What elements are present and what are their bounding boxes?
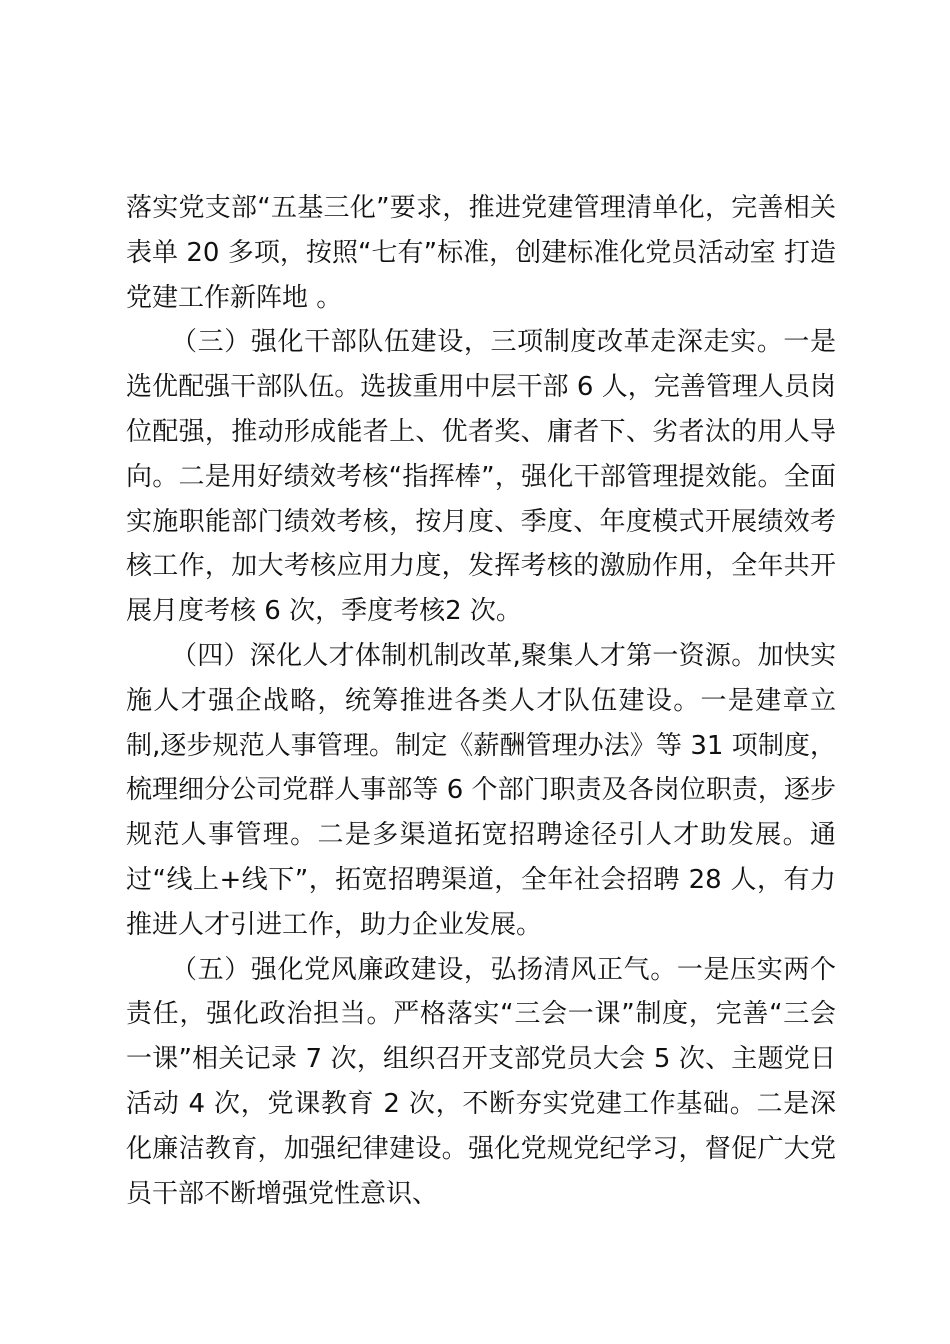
paragraph-section-4: （四）深化人才体制机制改革,聚集人才第一资源。加快实施人才强企战略，统筹推进各类人才队伍建设。一是建章立制,逐步规范人事管理。制定《薪酬管理办法》等 31 项制度，梳理细分公司党群人事部等 6 个部门职责及各岗位职责，逐步规范人事管理。二是多渠道拓宽招聘途径引人才助发展。通过“线上+线下”，拓宽招聘渠道，全年社会招聘 28 人，有力推进人才引进工作，助力企业发展。 — [126, 640, 836, 940]
document-body — [126, 186, 836, 1216]
paragraph-continuation: 落实党支部“五基三化”要求，推进党建管理清单化，完善相关表单 20 多项，按照“七有”标准，创建标准化党员活动室 打造党建工作新阵地 。 — [126, 193, 836, 313]
paragraph-section-5: （五）强化党风廉政建设，弘扬清风正气。一是压实两个责任，强化政治担当。严格落实“三会一课”制度，完善“三会一课”相关记录 7 次，组织召开支部党员大会 5 次、主题党日活动 4 次，党课教育 2 次，不断夯实党建工作基础。二是深化廉洁教育，加强纪律建设。强化党规党纪学习，督促广大党员干部不断增强党性意识、 — [126, 954, 836, 1209]
paragraph-section-3: （三）强化干部队伍建设，三项制度改革走深走实。一是选优配强干部队伍。选拔重用中层干部 6 人，完善管理人员岗位配强，推动形成能者上、优者奖、庸者下、劣者汰的用人导向。二是用好绩效考核“指挥棒”，强化干部管理提效能。全面实施职能部门绩效考核，按月度、季度、年度模式开展绩效考核工作，加大考核应用力度，发挥考核的激励作用，全年共开展月度考核 6 次，季度考核2 次。 — [126, 327, 836, 627]
